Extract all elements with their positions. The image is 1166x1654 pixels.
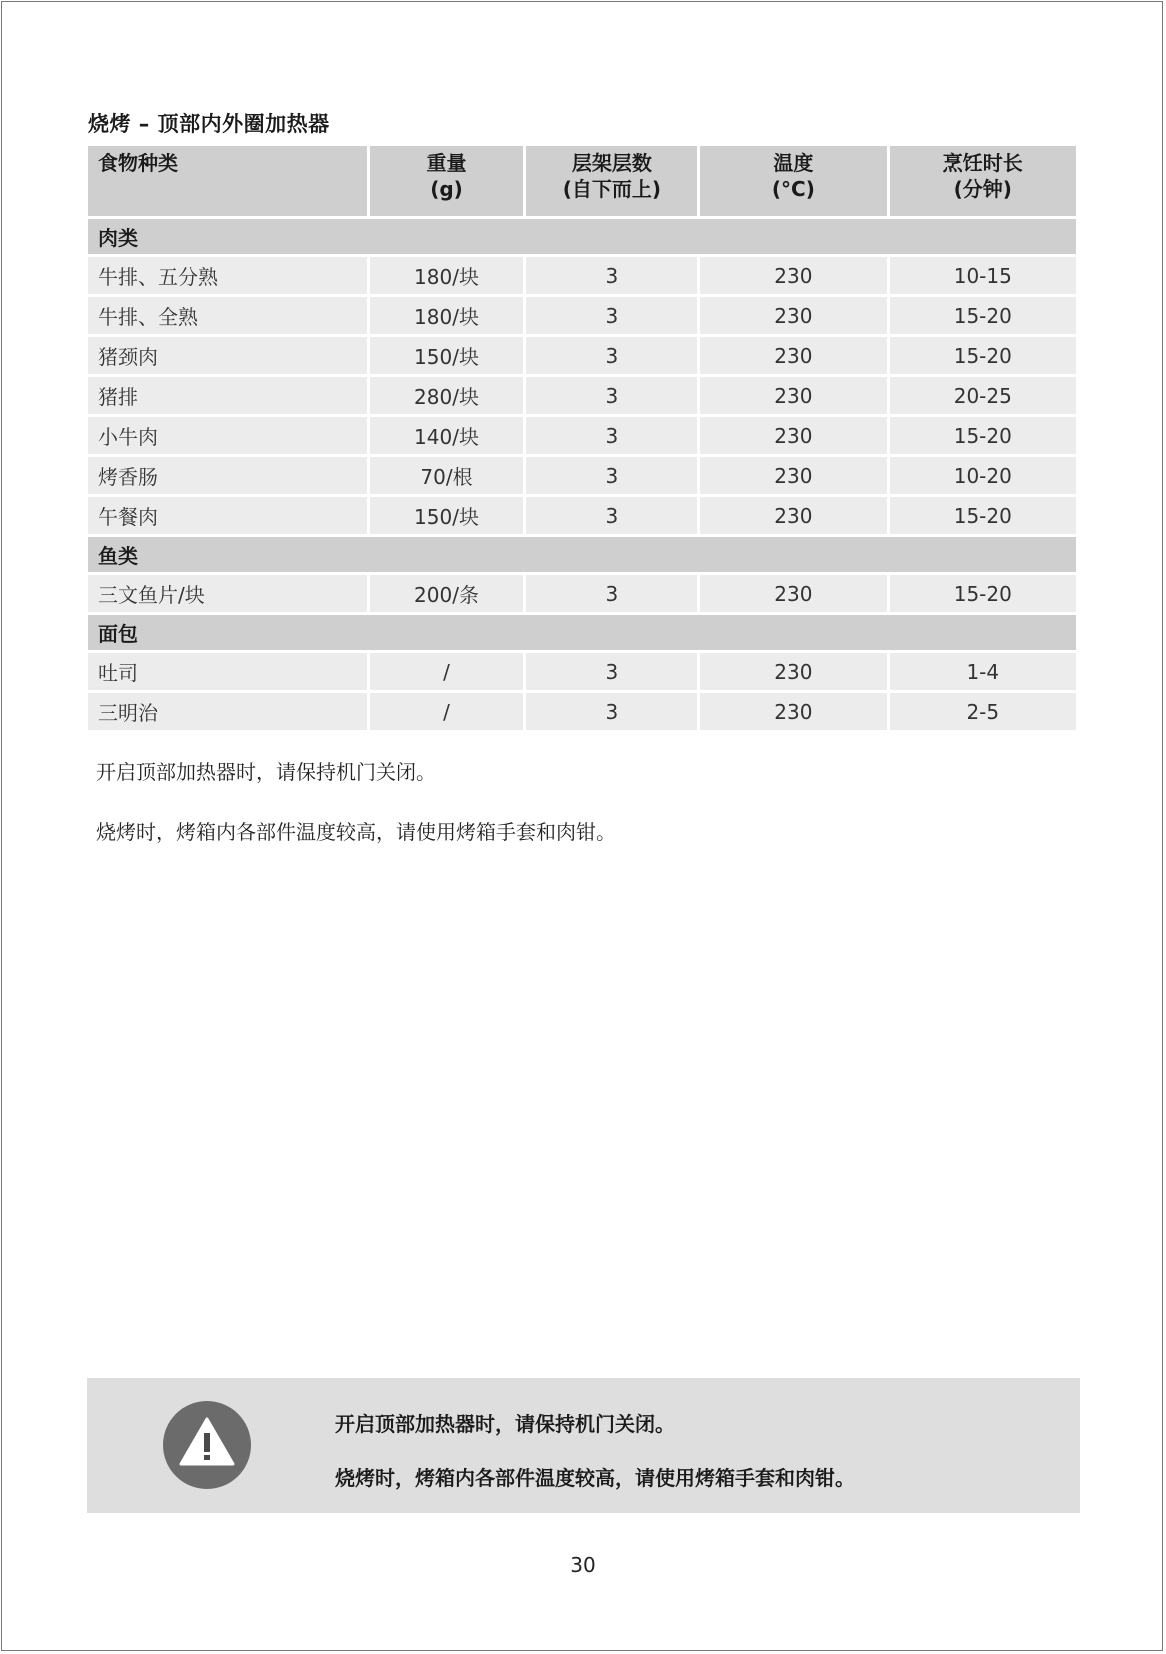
cell-weight: / xyxy=(370,653,524,690)
cell-temp: 230 xyxy=(700,337,886,374)
header-weight: 重量 (g) xyxy=(370,146,524,216)
category-label: 肉类 xyxy=(88,219,1076,254)
cell-time: 1-4 xyxy=(890,653,1076,690)
cell-weight: 70/根 xyxy=(370,457,524,494)
cell-food: 午餐肉 xyxy=(88,497,367,534)
cell-time: 15-20 xyxy=(890,297,1076,334)
cell-temp: 230 xyxy=(700,653,886,690)
cell-food: 牛排、全熟 xyxy=(88,297,367,334)
cell-shelf: 3 xyxy=(526,257,697,294)
table-row xyxy=(88,337,1076,374)
note-hot-parts: 烧烤时，烤箱内各部件温度较高，请使用烤箱手套和肉钳。 xyxy=(96,820,616,844)
cell-shelf: 3 xyxy=(526,457,697,494)
cell-weight: 200/条 xyxy=(370,575,524,612)
cell-temp: 230 xyxy=(700,497,886,534)
cell-temp: 230 xyxy=(700,297,886,334)
header-temperature: 温度 (°C) xyxy=(700,146,886,216)
cell-shelf: 3 xyxy=(526,693,697,730)
cell-shelf: 3 xyxy=(526,297,697,334)
cell-shelf: 3 xyxy=(526,417,697,454)
cell-food: 猪颈肉 xyxy=(88,337,367,374)
cell-temp: 230 xyxy=(700,457,886,494)
category-row xyxy=(88,615,1076,650)
cell-food: 吐司 xyxy=(88,653,367,690)
cell-weight: / xyxy=(370,693,524,730)
warning-line-hot: 烧烤时，烤箱内各部件温度较高，请使用烤箱手套和肉钳。 xyxy=(335,1466,855,1490)
cell-food: 烤香肠 xyxy=(88,457,367,494)
warning-triangle-icon xyxy=(163,1401,251,1489)
cell-temp: 230 xyxy=(700,575,886,612)
cell-weight: 150/块 xyxy=(370,497,524,534)
header-food-type: 食物种类 xyxy=(88,146,367,216)
cell-temp: 230 xyxy=(700,417,886,454)
cell-shelf: 3 xyxy=(526,377,697,414)
cell-time: 10-15 xyxy=(890,257,1076,294)
cell-time: 15-20 xyxy=(890,497,1076,534)
cell-time: 15-20 xyxy=(890,575,1076,612)
cell-food: 牛排、五分熟 xyxy=(88,257,367,294)
table-row xyxy=(88,377,1076,414)
category-label: 面包 xyxy=(88,615,1076,650)
table-row xyxy=(88,417,1076,454)
cell-time: 2-5 xyxy=(890,693,1076,730)
table-row xyxy=(88,497,1076,534)
cell-temp: 230 xyxy=(700,257,886,294)
cell-shelf: 3 xyxy=(526,575,697,612)
cell-shelf: 3 xyxy=(526,337,697,374)
cell-weight: 180/块 xyxy=(370,297,524,334)
warning-box xyxy=(87,1378,1080,1513)
page-number: 30 xyxy=(570,1553,596,1577)
cell-time: 20-25 xyxy=(890,377,1076,414)
table-row xyxy=(88,257,1076,294)
cell-weight: 180/块 xyxy=(370,257,524,294)
cell-food: 三文鱼片/块 xyxy=(88,575,367,612)
cell-food: 小牛肉 xyxy=(88,417,367,454)
table-row xyxy=(88,575,1076,612)
warning-line-door: 开启顶部加热器时，请保持机门关闭。 xyxy=(335,1412,675,1436)
table-row xyxy=(88,297,1076,334)
table-row xyxy=(88,457,1076,494)
cell-weight: 150/块 xyxy=(370,337,524,374)
cell-shelf: 3 xyxy=(526,653,697,690)
cell-shelf: 3 xyxy=(526,497,697,534)
category-row xyxy=(88,537,1076,572)
cooking-table xyxy=(85,143,1079,733)
category-label: 鱼类 xyxy=(88,537,1076,572)
cell-food: 猪排 xyxy=(88,377,367,414)
header-cooking-time: 烹饪时长 (分钟) xyxy=(890,146,1076,216)
cell-temp: 230 xyxy=(700,693,886,730)
table-header-row xyxy=(88,146,1076,216)
cell-weight: 280/块 xyxy=(370,377,524,414)
cell-temp: 230 xyxy=(700,377,886,414)
cell-time: 15-20 xyxy=(890,417,1076,454)
cell-food: 三明治 xyxy=(88,693,367,730)
note-door-closed: 开启顶部加热器时，请保持机门关闭。 xyxy=(96,760,436,784)
header-shelf-level: 层架层数 (自下而上) xyxy=(526,146,697,216)
section-title: 烧烤 – 顶部内外圈加热器 xyxy=(88,112,330,136)
cell-weight: 140/块 xyxy=(370,417,524,454)
cell-time: 10-20 xyxy=(890,457,1076,494)
table-row xyxy=(88,653,1076,690)
category-row xyxy=(88,219,1076,254)
table-row xyxy=(88,693,1076,730)
cell-time: 15-20 xyxy=(890,337,1076,374)
